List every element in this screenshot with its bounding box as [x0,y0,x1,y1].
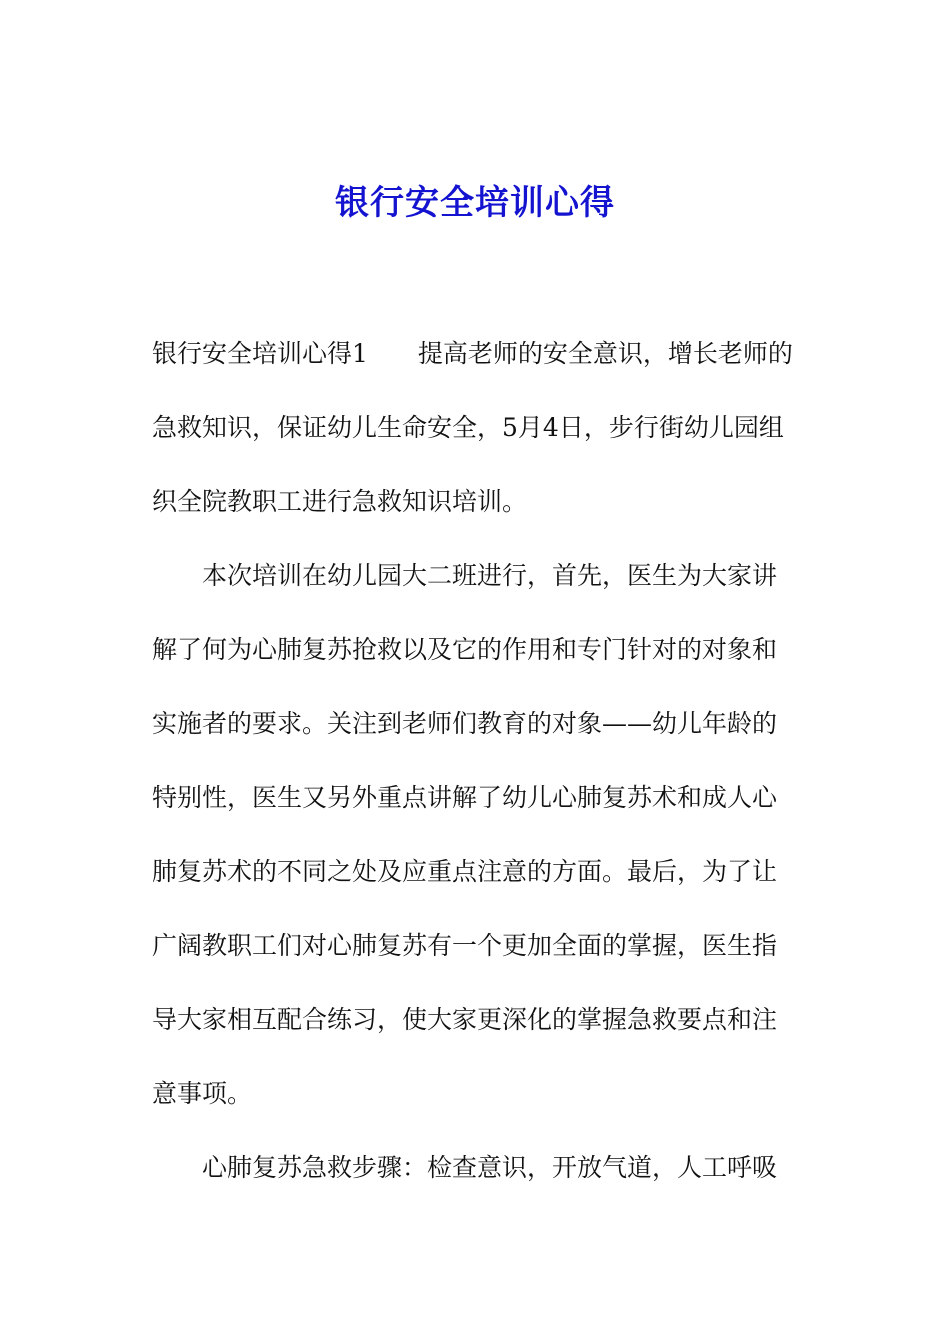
text-line-12: 心肺复苏急救步骤：检查意识，开放气道，人工呼吸 [202,1153,778,1182]
text-line-3: 织全院教职工进行急救知识培训。 [152,487,528,516]
text-line-1-body: 提高老师的安全意识，增长老师的 [417,339,793,368]
text-line-10: 导大家相互配合练习，使大家更深化的掌握急救要点和注 [152,1005,778,1034]
text-line-4: 本次培训在幼儿园大二班进行，首先，医生为大家讲 [202,561,778,590]
text-line-8: 肺复苏术的不同之处及应重点注意的方面。最后，为了让 [152,857,778,886]
text-line-7: 特别性，医生又另外重点讲解了幼儿心肺复苏术和成人心 [152,783,778,812]
text-line-5: 解了何为心肺复苏抢救以及它的作用和专门针对的对象和 [152,635,778,664]
text-line-1 [152,336,812,372]
text-line-11: 意事项。 [152,1079,253,1108]
text-line-2: 急救知识，保证幼儿生命安全，5月4日，步行街幼儿园组 [152,413,784,442]
inline-heading: 银行安全培训心得1 [152,339,368,368]
document-title: 银行安全培训心得 [335,183,615,223]
text-line-9: 广阔教职工们对心肺复苏有一个更加全面的掌握，医生指 [152,931,778,960]
text-line-6: 实施者的要求。关注到老师们教育的对象——幼儿年龄的 [152,709,778,738]
